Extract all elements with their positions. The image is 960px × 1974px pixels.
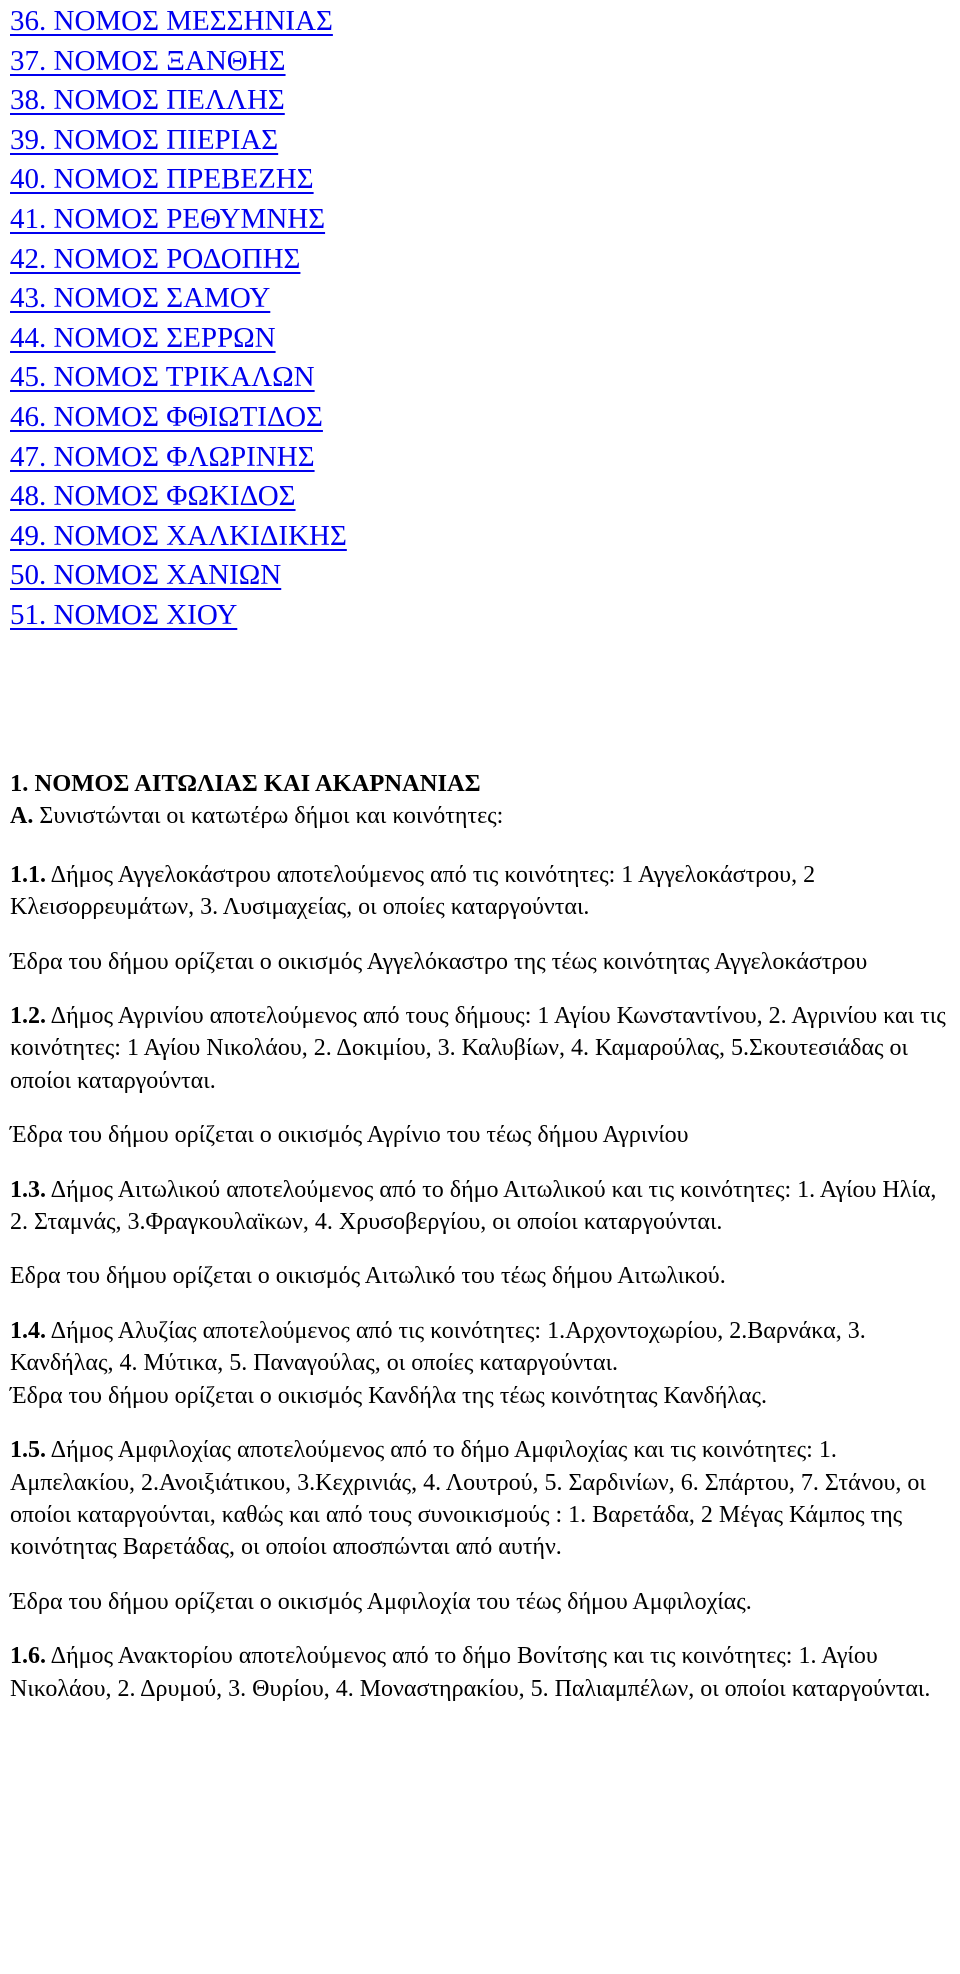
- list-item: [10, 240, 950, 280]
- prefecture-link[interactable]: 40. ΝΟΜΟΣ ΠΡΕΒΕΖΗΣ: [10, 163, 314, 196]
- prefecture-link[interactable]: 45. ΝΟΜΟΣ ΤΡΙΚΑΛΩΝ: [10, 361, 315, 394]
- prefecture-link-list: [10, 0, 950, 636]
- section-heading: 1. ΝΟΜΟΣ ΑΙΤΩΛΙΑΣ ΚΑΙ ΑΚΑΡΝΑΝΙΑΣ: [10, 770, 481, 797]
- entry-number: 1.6.: [10, 1643, 46, 1670]
- prefecture-link[interactable]: 46. ΝΟΜΟΣ ΦΘΙΩΤΙΔΟΣ: [10, 400, 323, 433]
- subheading-label: Α.: [10, 803, 34, 830]
- entry-text: Δήμος Αγρινίου αποτελούμενος από τους δήμους: 1 Αγίου Κωνσταντίνου, 2. Αγρινίου και τις κοινότητες: 1 Αγίου Νικολάου, 2. Δοκιμίου, 3. Καλυβίων, 4. Καμαρούλας, 5.Σκουτεσιάδας οι οποίοι καταργούνται.: [10, 1003, 946, 1094]
- municipality-entry: [10, 859, 960, 924]
- entry-text: Δήμος Αμφιλοχίας αποτελούμενος από το δήμο Αμφιλοχίας και τις κοινότητες: 1. Αμπελακίου, 2.Ανοιξιάτικου, 3.Κεχρινιάς, 4. Λουτρού, 5. Σαρδινίων, 6. Σπάρτου, 7. Στάνου, οι οποίοι καταργούνται, καθώς και από τους συνοικισμούς : 1. Βαρετάδα, 2 Μέγας Κάμπος της κοινότητας Βαρετάδας, οι οποίοι αποσπώνται από αυτήν.: [10, 1437, 926, 1561]
- subheading-text: Συνιστώνται οι κατωτέρω δήμοι και κοινότητες:: [33, 803, 504, 830]
- prefecture-link[interactable]: 41. ΝΟΜΟΣ ΡΕΘΥΜΝΗΣ: [10, 202, 326, 235]
- entry-number: 1.4.: [10, 1317, 46, 1344]
- prefecture-link[interactable]: 37. ΝΟΜΟΣ ΞΑΝΘΗΣ: [10, 44, 286, 77]
- entry-number: 1.1.: [10, 861, 46, 888]
- list-item: [10, 358, 950, 398]
- entry-number: 1.5.: [10, 1437, 46, 1464]
- list-item: [10, 160, 950, 200]
- prefecture-link[interactable]: 38. ΝΟΜΟΣ ΠΕΛΛΗΣ: [10, 84, 285, 117]
- list-item: [10, 556, 950, 596]
- list-item: [10, 121, 950, 161]
- entry-number: 1.2.: [10, 1003, 46, 1030]
- prefecture-link[interactable]: 49. ΝΟΜΟΣ ΧΑΛΚΙΔΙΚΗΣ: [10, 519, 347, 552]
- municipality-seat: Εδρα του δήμου ορίζεται ο οικισμός Αιτωλικό του τέως δήμου Αιτωλικού.: [10, 1263, 726, 1290]
- municipality-entry: [10, 1174, 960, 1239]
- municipality-entry: [10, 1000, 960, 1097]
- list-item: [10, 477, 950, 517]
- list-item: [10, 2, 950, 42]
- entry-number: 1.3.: [10, 1176, 46, 1203]
- municipality-seat: Έδρα του δήμου ορίζεται ο οικισμός Αμφιλοχία του τέως δήμου Αμφιλοχίας.: [10, 1588, 752, 1615]
- entry-text: Δήμος Αγγελοκάστρου αποτελούμενος από τις κοινότητες: 1 Αγγελοκάστρου, 2 Κλεισορρευμάτων, 3. Λυσιμαχείας, οι οποίες καταργούνται.: [10, 861, 816, 921]
- municipality-seat: Έδρα του δήμου ορίζεται ο οικισμός Αγγελόκαστρο της τέως κοινότητας Αγγελοκάστρου: [10, 948, 868, 975]
- municipality-seat: Έδρα του δήμου ορίζεται ο οικισμός Κανδήλα της τέως κοινότητας Κανδήλας.: [10, 1382, 767, 1409]
- municipality-seat: Έδρα του δήμου ορίζεται ο οικισμός Αγρίνιο του τέως δήμου Αγρινίου: [10, 1122, 689, 1149]
- list-item: [10, 398, 950, 438]
- municipality-entry: [10, 1640, 960, 1705]
- list-item: [10, 279, 950, 319]
- prefecture-link[interactable]: 44. ΝΟΜΟΣ ΣΕΡΡΩΝ: [10, 321, 276, 354]
- prefecture-link[interactable]: 47. ΝΟΜΟΣ ΦΛΩΡΙΝΗΣ: [10, 440, 315, 473]
- prefecture-link[interactable]: 48. ΝΟΜΟΣ ΦΩΚΙΔΟΣ: [10, 480, 296, 513]
- prefecture-link[interactable]: 51. ΝΟΜΟΣ ΧΙΟΥ: [10, 598, 238, 631]
- list-item: [10, 319, 950, 359]
- list-item: [10, 596, 950, 636]
- prefecture-link[interactable]: 43. ΝΟΜΟΣ ΣΑΜΟΥ: [10, 282, 271, 315]
- list-item: [10, 42, 950, 82]
- prefecture-link[interactable]: 36. ΝΟΜΟΣ ΜΕΣΣΗΝΙΑΣ: [10, 5, 333, 37]
- list-item: [10, 200, 950, 240]
- section-subheading: [10, 800, 960, 832]
- list-item: [10, 81, 950, 121]
- prefecture-content: [10, 768, 960, 1705]
- entry-text: Δήμος Αλυζίας αποτελούμενος από τις κοινότητες: 1.Αρχοντοχωρίου, 2.Βαρνάκα, 3. Κανδήλας, 4. Μύτικα, 5. Παναγούλας, οι οποίες καταργούνται.: [10, 1317, 866, 1377]
- entry-text: Δήμος Αιτωλικού αποτελούμενος από το δήμο Αιτωλικού και τις κοινότητες: 1. Αγίου Ηλία, 2. Σταμνάς, 3.Φραγκουλαϊκων, 4. Χρυσοβεργίου, οι οποίοι καταργούνται.: [10, 1176, 937, 1236]
- municipality-entry: [10, 1315, 960, 1380]
- list-item: [10, 438, 950, 478]
- municipality-entry: [10, 1434, 960, 1564]
- list-item: [10, 517, 950, 557]
- prefecture-link[interactable]: 42. ΝΟΜΟΣ ΡΟΔΟΠΗΣ: [10, 242, 301, 275]
- prefecture-link[interactable]: 39. ΝΟΜΟΣ ΠΙΕΡΙΑΣ: [10, 123, 279, 156]
- prefecture-link[interactable]: 50. ΝΟΜΟΣ ΧΑΝΙΩΝ: [10, 559, 282, 592]
- entry-text: Δήμος Ανακτορίου αποτελούμενος από το δήμο Βονίτσης και τις κοινότητες: 1. Αγίου Νικολάου, 2. Δρυμού, 3. Θυρίου, 4. Μοναστηρακίου, 5. Παλιαμπέλων, οι οποίοι καταργούνται.: [10, 1643, 931, 1702]
